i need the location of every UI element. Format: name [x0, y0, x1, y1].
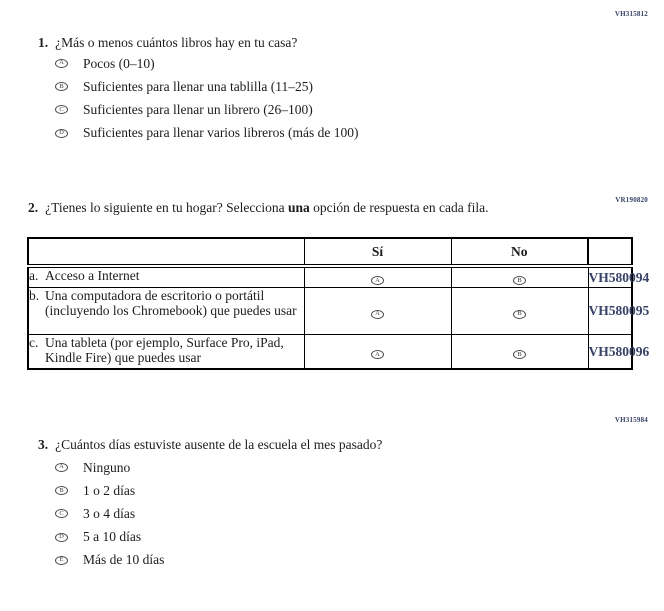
answer-bubble-a[interactable] — [55, 59, 68, 68]
answer-bubble-c[interactable] — [55, 509, 68, 518]
no-bubble[interactable] — [513, 276, 526, 285]
answer-option[interactable] — [55, 456, 164, 479]
answer-bubble-e[interactable] — [55, 556, 68, 565]
question2-text-after: opción de respuesta en cada fila. — [309, 200, 489, 215]
question3-code: VH315984 — [614, 416, 648, 424]
question2-title — [28, 200, 489, 216]
option-label: Más de 10 días — [83, 552, 165, 568]
option-label: Suficientes para llenar un librero (26–100) — [83, 101, 313, 117]
bubble-letter: B — [59, 82, 64, 90]
bubble-letter: A — [375, 276, 380, 284]
row-code: VH580096 — [588, 335, 632, 370]
answer-option[interactable] — [55, 549, 164, 572]
yes-bubble[interactable] — [371, 350, 384, 359]
option-label: Pocos (0–10) — [83, 55, 155, 71]
answer-option[interactable] — [55, 479, 164, 502]
option-label: Ninguno — [83, 459, 131, 475]
table-row — [28, 266, 632, 288]
option-label: 1 o 2 días — [83, 482, 136, 498]
answer-option[interactable] — [55, 526, 164, 549]
table-row — [28, 288, 632, 335]
bubble-letter: C — [59, 105, 64, 113]
question3-text: ¿Cuántos días estuviste ausente de la escuela el mes pasado? — [55, 437, 383, 452]
answer-option[interactable] — [55, 502, 164, 525]
bubble-letter: A — [375, 309, 380, 317]
bubble-letter: B — [59, 486, 64, 494]
no-bubble[interactable] — [513, 350, 526, 359]
question2-number: 2. — [28, 200, 39, 215]
row-letter: b. — [29, 288, 40, 303]
no-cell — [451, 288, 588, 335]
option-label: Suficientes para llenar una tablilla (11–25) — [83, 78, 314, 94]
bubble-letter: B — [517, 350, 522, 358]
answer-bubble-a[interactable] — [55, 463, 68, 472]
answer-option[interactable] — [55, 98, 359, 121]
question1-code: VH315812 — [614, 10, 648, 18]
answer-option[interactable] — [55, 75, 359, 98]
option-label: 5 a 10 días — [83, 529, 142, 545]
yes-cell — [304, 266, 451, 288]
question3-number: 3. — [38, 437, 49, 452]
row-label: Una tableta (por ejemplo, Surface Pro, iPad, Kindle Fire) que puedes usar — [45, 335, 284, 366]
bubble-letter: B — [517, 276, 522, 284]
row-letter: c. — [29, 335, 39, 350]
row-item — [28, 288, 304, 335]
question1-text: ¿Más o menos cuántos libros hay en tu casa? — [55, 35, 298, 50]
table-header-no: No — [451, 238, 588, 266]
question2-text-before: ¿Tienes lo siguiente en tu hogar? Selecciona — [45, 200, 288, 215]
question2-code: VR190820 — [615, 196, 648, 204]
row-letter: a. — [29, 268, 39, 283]
yes-bubble[interactable] — [371, 276, 384, 285]
answer-bubble-d[interactable] — [55, 533, 68, 542]
row-code: VH580095 — [588, 288, 632, 335]
no-cell — [451, 335, 588, 370]
bubble-letter: C — [59, 509, 64, 517]
question3-title — [38, 437, 382, 453]
row-label: Una computadora de escritorio o portátil (incluyendo los Chromebook) que puedes usar — [45, 288, 297, 319]
row-item — [28, 335, 304, 370]
row-label: Acceso a Internet — [45, 268, 140, 283]
question1-title — [38, 35, 297, 51]
bubble-letter: A — [59, 463, 64, 471]
bubble-letter: B — [517, 309, 522, 317]
bubble-letter: E — [59, 555, 64, 563]
response-table — [27, 237, 650, 370]
yes-cell — [304, 335, 451, 370]
no-cell — [451, 266, 588, 288]
table-header-si: Sí — [304, 238, 451, 266]
question2-bold-word: una — [287, 200, 310, 215]
question1-number: 1. — [38, 35, 49, 50]
table-header-code-empty — [588, 238, 632, 266]
bubble-letter: A — [375, 350, 380, 358]
table-header-row — [28, 238, 632, 266]
answer-bubble-c[interactable] — [55, 105, 68, 114]
yes-cell — [304, 288, 451, 335]
row-item — [28, 266, 304, 288]
bubble-letter: A — [59, 59, 64, 67]
bubble-letter: D — [59, 128, 64, 136]
bubble-letter: D — [59, 532, 64, 540]
answer-option[interactable] — [55, 52, 359, 75]
answer-option[interactable] — [55, 122, 359, 145]
answer-bubble-d[interactable] — [55, 129, 68, 138]
option-label: Suficientes para llenar varios libreros (más de 100) — [83, 125, 359, 141]
answer-bubble-b[interactable] — [55, 82, 68, 91]
no-bubble[interactable] — [513, 310, 526, 319]
table-header-empty — [28, 238, 304, 266]
table-row — [28, 335, 632, 370]
question1-options — [55, 52, 359, 145]
row-code: VH580094 — [588, 266, 632, 288]
option-label: 3 o 4 días — [83, 505, 136, 521]
answer-bubble-b[interactable] — [55, 486, 68, 495]
yes-bubble[interactable] — [371, 310, 384, 319]
question3-options — [55, 456, 164, 572]
